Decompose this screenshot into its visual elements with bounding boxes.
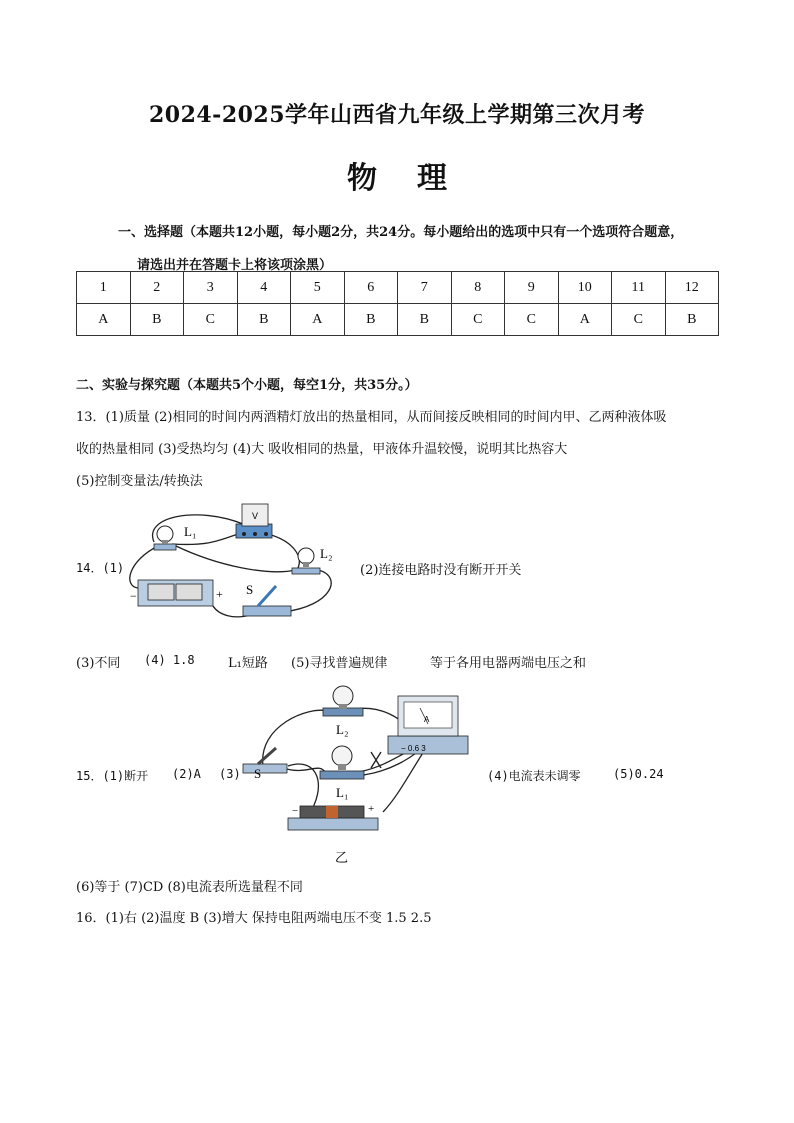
q-answer: B (130, 304, 184, 336)
q-answer: C (184, 304, 238, 336)
q15-circuit-diagram (238, 676, 478, 871)
figure-caption: 乙 (335, 850, 349, 865)
q14-answer-4: (4) 1.8 (144, 653, 195, 667)
battery-neg-label: − (292, 805, 299, 817)
q14-answer-5b: 等于各用电器两端电压之和 (430, 656, 587, 671)
q-number: 8 (451, 272, 505, 304)
q-answer: A (558, 304, 612, 336)
q-number: 6 (344, 272, 398, 304)
q-number: 12 (665, 272, 719, 304)
q-answer: C (612, 304, 666, 336)
q-answer: C (451, 304, 505, 336)
q-answer: B (344, 304, 398, 336)
exam-title: 2024-2025学年山西省九年级上学期第三次月考 (148, 102, 646, 128)
section1-line2: 请选出并在答题卡上将该项涂黑） (137, 258, 333, 273)
battery-pos-label: + (368, 803, 375, 815)
q13-line1: 13．(1)质量 (2)相同的时间内两酒精灯放出的热量相同，从而间接反映相同的时间内甲、乙两种液体吸 (76, 410, 667, 425)
q-number: 7 (398, 272, 452, 304)
ammeter-icon (388, 696, 468, 754)
q-number: 10 (558, 272, 612, 304)
battery-neg-label: − (130, 589, 137, 603)
switch-label: S (246, 582, 254, 597)
q14-part2: (2)连接电路时没有断开开关 (360, 563, 522, 578)
answer-row (77, 304, 719, 336)
lamp-l1-icon (154, 526, 176, 550)
q14-prefix: 14．(1) (76, 561, 125, 575)
lamp-l2-label: L₂ (320, 546, 333, 561)
q-number: 1 (77, 272, 131, 304)
q14-circuit-diagram (118, 496, 348, 631)
q-number: 11 (612, 272, 666, 304)
q15-answer-4: (4)电流表未调零 (487, 769, 581, 783)
voltmeter-icon (236, 504, 272, 538)
battery-icon (288, 806, 378, 830)
q-answer: B (237, 304, 291, 336)
q-answer: B (665, 304, 719, 336)
q-answer: B (398, 304, 452, 336)
ammeter-label: A (424, 715, 430, 724)
q-answer: C (505, 304, 559, 336)
q-answer: A (77, 304, 131, 336)
wire (263, 710, 328, 766)
q-number: 9 (505, 272, 559, 304)
switch-icon (243, 748, 287, 773)
lamp-l2-label: L₂ (336, 722, 349, 737)
lamp-l1-label: L₁ (336, 785, 349, 800)
q-number: 3 (184, 272, 238, 304)
wire (283, 768, 326, 773)
q-answer: A (291, 304, 345, 336)
cross-mark-icon (371, 752, 381, 768)
q-number: 4 (237, 272, 291, 304)
q15-answer-3: (3) (219, 767, 241, 781)
switch-label: S (254, 766, 262, 781)
lamp-l1-icon (320, 746, 364, 779)
wire (172, 534, 238, 544)
q15-answer-5: (5)0.24 (613, 767, 664, 781)
question-number-row (77, 272, 719, 304)
section2-heading: 二、实验与探究题（本题共5个小题，每空1分，共35分。） (76, 378, 418, 393)
section1-line1: 一、选择题（本题共12小题，每小题2分，共24分。每小题给出的选项中只有一个选项符合题意， (118, 225, 684, 240)
q16-line1: 16．(1)右 (2)温度 B (3)增大 保持电阻两端电压不变 1.5 2.5 (76, 911, 432, 926)
lamp-l1-label: L₁ (184, 524, 197, 539)
lamp-l2-icon (323, 686, 363, 716)
q13-line3: (5)控制变量法/转换法 (76, 474, 203, 489)
q13-line2: 收的热量相同 (3)受热均匀 (4)大 吸收相同的热量，甲液体升温较慢，说明其比热容大 (76, 442, 568, 457)
wire (268, 534, 299, 568)
q-number: 5 (291, 272, 345, 304)
q14-answer-4b: L₁短路 (228, 656, 268, 671)
q15-line2: (6)等于 (7)CD (8)电流表所选量程不同 (76, 880, 303, 895)
wire (383, 748, 426, 812)
ammeter-terminals: − 0.6 3 (401, 744, 426, 753)
answer-table (76, 271, 719, 336)
voltmeter-label: V (252, 511, 259, 521)
wire (176, 546, 296, 572)
battery-pos-label: + (216, 587, 223, 601)
subject-title: 物理 (347, 161, 487, 196)
q14-answer-5: (5)寻找普遍规律 (291, 656, 388, 671)
q14-answer-3: (3)不同 (76, 656, 121, 671)
battery-icon (138, 580, 213, 606)
q-number: 2 (130, 272, 184, 304)
q15-answer-2: (2)A (172, 767, 201, 781)
q15-answer-1: 15．(1)断开 (76, 769, 149, 783)
